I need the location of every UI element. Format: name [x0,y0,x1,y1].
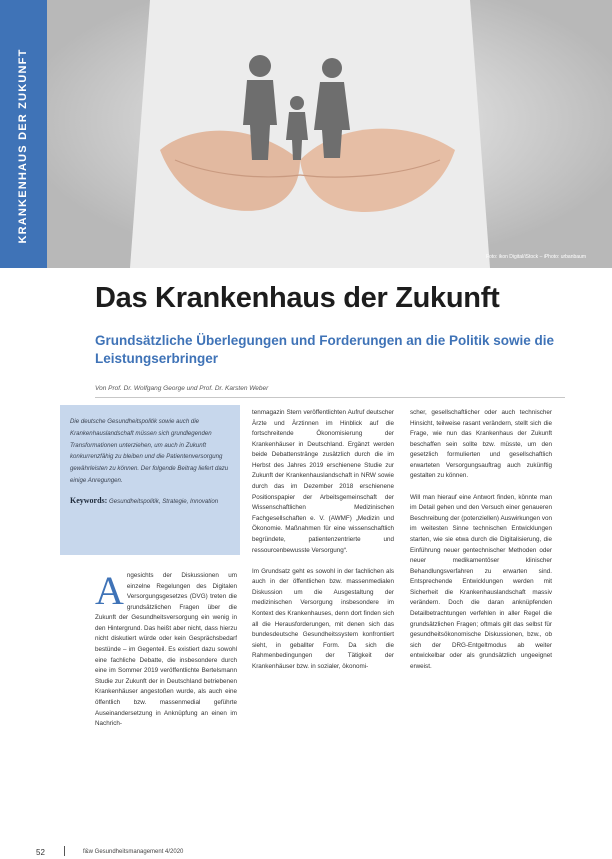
body-column-1 [95,568,237,730]
photo-credit: Foto: ikon Digital/iStock – iPhoto: urbanbaum [485,254,586,260]
body-paragraph: tenmagazin Stern veröffentlichten Aufruf deutscher Ärzte und Ärztinnen im Hinblick auf die fortschreitende Ökonomisierung der Krankenhäuser in Deutschland. Ergänzt werden beide Debattenstränge zusätzlich durch die im Herbst des Jahres 2019 erschienene Studie zur Zukunft der Krankenhauslandschaft in NRW sowie durch das im Dezember 2018 erschienene Positionspapier der Arbeitsgemeinschaft der Wissenschaftlichen Medizinischen Fachgesellschaften e. V. (AWMF) „Medizin und Ökonomie. Maßnahmen für eine wissenschaftlich begründete, patientenzentrierte und ressourcenbewusste Versorgung“. [252,409,394,554]
shirt-shape [130,0,490,268]
body-paragraph: ngesichts der Diskussionen um einzelne Regelungen des Digitalen Versorgungsgesetzes (DVG) treten die grundsätzlichen Fragen über die Zukunft der Gesundheitsversorgung ein wenig in den Hintergrund. Das heißt aber nicht, dass hierzu nicht diskutiert würde oder kein Gesprächsbedarf bestünde – im Gegenteil. Es existiert dazu sowohl eine fachliche Debatte, die insbesondere durch eine im Sommer 2019 veröffentlichte Bertelsmann Studie zur Zukunft der in Deutschland betriebenen Krankenhäuser angestoßen wurde, als auch eine öffentlich bzw. massenmedial geführte Auseinandersetzung in Anknüpfung an einen im Nachrich- [95,572,237,728]
abstract-box [60,405,240,555]
dropcap: A [95,568,124,613]
section-tab [0,0,47,268]
article-title: Das Krankenhaus der Zukunft [95,282,500,314]
body-paragraph: Will man hierauf eine Antwort finden, könnte man im Detail gehen und den Versuch einer genaueren Beschreibung der (potenziellen) Auswirkungen von im weitesten Sinne technischen Entwicklungen starten, wie sie etwa durch die Digitalisierung, die Einführung neuer gentechnischer Methoden oder neuer medikamentöser klinischer Behandlungsverfahren zu erwarten sind. Entsprechende Entwicklungen werden mit Sicherheit die Krankenhauslandschaft massiv verändern. Doch die daran anknüpfenden Detailbetrachtungen verfehlen in aller Regel die grundsätzlichen Fragen; oftmals gilt das selbst für gesundheitsökonomische Diskussionen, bzw., ob sich der DRG-Entgeltmodus ab weiter entwickelbar oder als grundsätzlich ungeeignet erweist. [410,493,552,670]
footer-separator [64,846,65,856]
journal-name: f&w Gesundheitsmanagement 4/2020 [83,849,184,855]
section-tab-label: KRANKENHAUS DER ZUKUNFT [17,48,29,244]
keywords-label: Keywords: [70,495,108,505]
article-subtitle: Grundsätzliche Überlegungen und Forderungen an die Politik sowie die Leistungserbringer [95,333,555,366]
body-column-3 [410,408,552,672]
hero-image [0,0,612,268]
divider [95,397,565,398]
byline: Von Prof. Dr. Wolfgang George und Prof. Dr. Karsten Weber [95,385,269,392]
body-paragraph: Im Grundsatz geht es sowohl in der fachlichen als auch in der öffentlichen bzw. massenmedialen Diskussion um die Ausgestaltung der medizinischen Versorgung insbesondere im Kontext des Krankenhauses, denn dort finden sich all die Herausforderungen, mit denen sich das bundesdeutsche Gesundheitssystem konfrontiert sieht, in geballter Form. Da sich die Rahmenbedingungen der Tätigkeit der Krankenhäuser bzw. in sozialer, ökonomi- [252,567,394,670]
page-number: 52 [36,848,45,857]
keywords [70,495,229,508]
keywords-list: Gesundheitspolitik, Strategie, Innovation [109,497,219,505]
body-column-2 [252,408,394,672]
abstract-text: Die deutsche Gesundheitspolitik sowie auch die Krankenhauslandschaft müssen sich grundlegenden Transformationen unterziehen, um auch in Zukunft konkurrenzfähig zu bleiben und die Patientenversorgung gewährleisten zu können. Der folgende Beitrag liefert dazu einige Anregungen. [70,418,229,484]
body-paragraph: scher, gesellschaftlicher oder auch technischer Hinsicht, teilweise rasant verändern, stellt sich die Frage, wie nun das Krankenhaus der Zukunft beschaffen sein sollte bzw. müsste, um den gesetzlich formulierten und gesellschaftlich erwarteten Versorgungsauftrag auch zukünftig gestalten zu können. [410,409,552,480]
hands-family-illustration [0,0,612,268]
